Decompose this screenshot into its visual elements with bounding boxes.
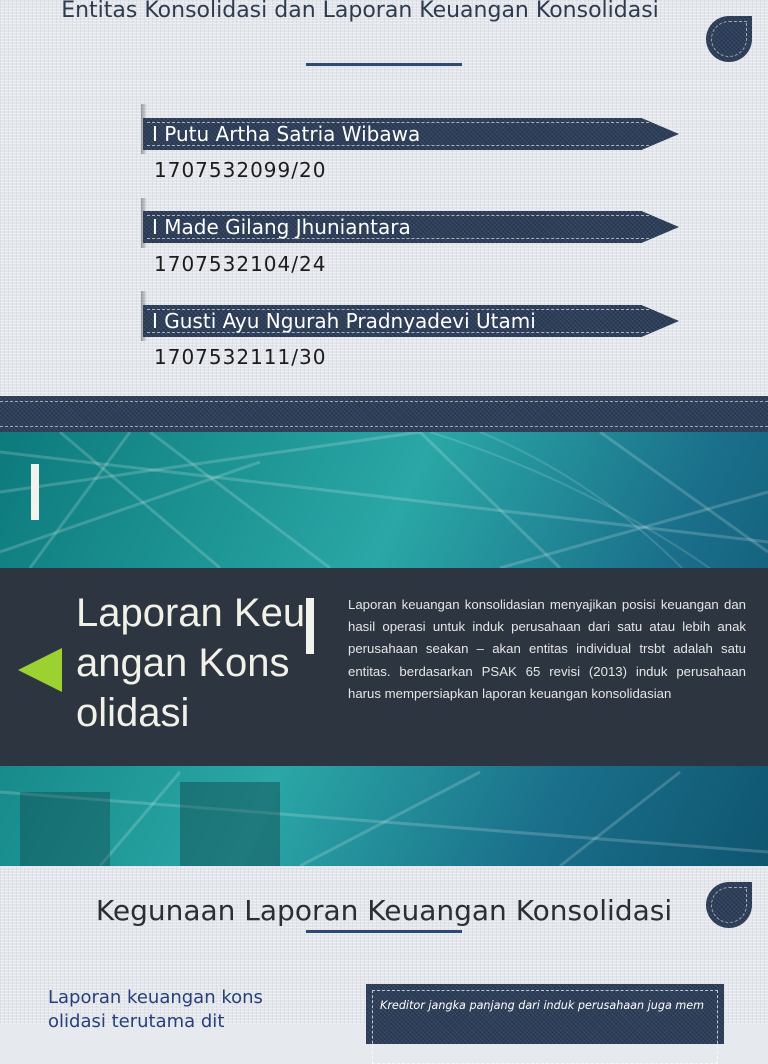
slide-3-title: Kegunaan Laporan Keuangan Konsolidasi: [95, 894, 673, 927]
member-nim: 1707532099/20: [154, 158, 327, 182]
content-bar: [0, 568, 768, 766]
slide-2-heading: Laporan Keuangan Konsolidasi: [76, 591, 306, 735]
slide-2-body: Laporan keuangan konsolidasian menyajikan posisi keuangan dan hasil operasi untuk induk perusahaan dari satu atau lebih anak perusahaan seakan – akan entitas individual trsbt adalah satu entitas. berdasarkan PSAK 65 revisi (2013) induk perusahaan harus mempersiapkan laporan keuangan konsolidasian: [348, 597, 746, 701]
denim-drop-icon: [706, 882, 752, 928]
slide-1: [0, 0, 768, 396]
text-cursor: [31, 464, 39, 520]
slide-1-title: Entitas Konsolidasi dan Laporan Keuangan Konsolidasi: [61, 0, 659, 23]
member-nim: 1707532104/24: [154, 252, 327, 276]
slide-3: [0, 866, 768, 1032]
denim-strip: [0, 396, 768, 432]
title-underline: [306, 930, 462, 933]
title-underline: [306, 63, 462, 66]
text-cursor: [306, 598, 314, 654]
box-text: Kreditor jangka panjang dari induk perusahaan juga mem: [380, 999, 705, 1012]
slide-3-left-text: Laporan keuangan konsolidasi terutama dit: [48, 987, 263, 1032]
slide-2: [0, 432, 768, 866]
denim-drop-icon: [706, 16, 752, 62]
denim-text-box: [366, 984, 724, 1044]
member-name: I Gusti Ayu Ngurah Pradnyadevi Utami: [152, 309, 536, 333]
member-nim: 1707532111/30: [154, 345, 327, 369]
member-name: I Made Gilang Jhuniantara: [152, 215, 411, 239]
play-triangle-icon: [18, 648, 62, 692]
member-name: I Putu Artha Satria Wibawa: [152, 122, 421, 146]
